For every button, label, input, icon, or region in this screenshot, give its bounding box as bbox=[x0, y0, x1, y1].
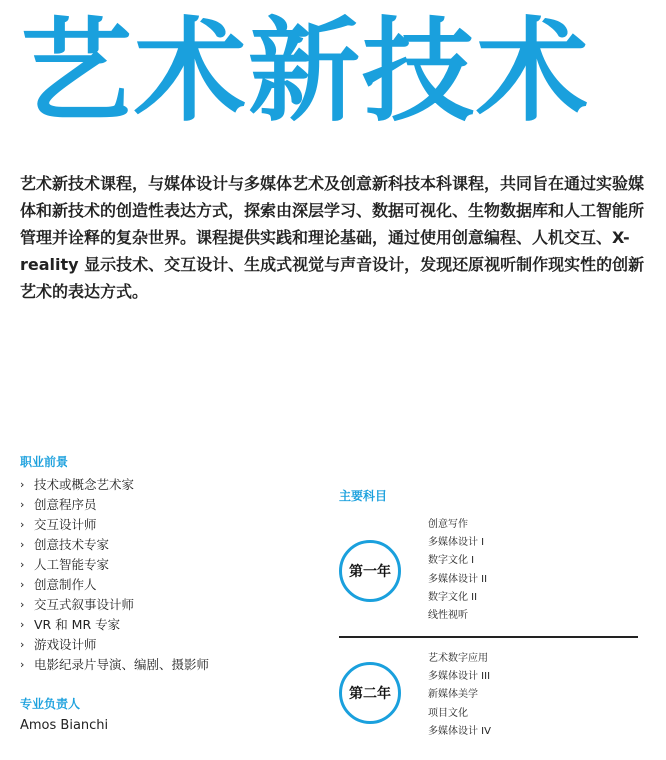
list-item: 数字文化 I bbox=[428, 555, 475, 567]
list-item: › 人工智能专家 bbox=[20, 555, 310, 575]
list-item: 线性视听 bbox=[428, 609, 468, 621]
list-item: › 游戏设计师 bbox=[20, 635, 310, 655]
year-divider bbox=[339, 636, 638, 638]
careers-section bbox=[20, 455, 310, 675]
list-item: 项目文化 bbox=[428, 707, 468, 719]
chevron-right-icon: › bbox=[20, 638, 25, 651]
chevron-right-icon: › bbox=[20, 538, 25, 551]
director-name: Amos Bianchi bbox=[20, 718, 109, 733]
list-item: 多媒体设计 II bbox=[428, 573, 488, 585]
list-item: › 创意程序员 bbox=[20, 495, 310, 515]
list-item: 数字文化 II bbox=[428, 591, 478, 603]
year-two-badge: 第二年 bbox=[339, 662, 401, 724]
chevron-right-icon: › bbox=[20, 658, 25, 671]
list-item: 创意写作 bbox=[428, 519, 468, 530]
careers-list bbox=[20, 475, 310, 675]
year-two-courses bbox=[428, 650, 491, 741]
chevron-right-icon: › bbox=[20, 498, 25, 511]
intro-paragraph: 艺术新技术课程，与媒体设计与多媒体艺术及创意新科技本科课程，共同旨在通过实验媒体和新技术的创造性表达方式，探索由深层学习、数据可视化、生物数据库和人工智能所管理并诠释的复杂世界。课程提供实践和理论基础，通过使用创意编程、人机交互、X-reality 显示技术、交互设计、生成式视觉与声音设计，发现还原视听制作现实性的创新艺术的表达方式。 bbox=[20, 174, 645, 301]
list-item: › 交互式叙事设计师 bbox=[20, 595, 310, 615]
chevron-right-icon: › bbox=[20, 618, 25, 631]
chevron-right-icon: › bbox=[20, 598, 25, 611]
chevron-right-icon: › bbox=[20, 478, 25, 491]
chevron-right-icon: › bbox=[20, 558, 25, 571]
careers-heading: 职业前景 bbox=[20, 455, 69, 469]
list-item: 新媒体美学 bbox=[428, 689, 478, 701]
list-item: › 电影纪录片导演、编剧、摄影师 bbox=[20, 655, 310, 675]
chevron-right-icon: › bbox=[20, 518, 25, 531]
list-item: 多媒体设计 IV bbox=[428, 725, 491, 737]
list-item: 多媒体设计 I bbox=[428, 537, 485, 549]
list-item: › 交互设计师 bbox=[20, 515, 310, 535]
director-heading: 专业负责人 bbox=[20, 697, 81, 711]
list-item: › VR 和 MR 专家 bbox=[20, 615, 310, 635]
year-one-courses bbox=[428, 516, 487, 625]
list-item: › 技术或概念艺术家 bbox=[20, 475, 310, 495]
year-one-badge: 第一年 bbox=[339, 540, 401, 602]
list-item: 多媒体设计 III bbox=[428, 671, 491, 683]
page-title: 艺术新技术 bbox=[20, 7, 590, 137]
list-item: 艺术数字应用 bbox=[428, 653, 488, 664]
director-section bbox=[20, 697, 108, 733]
list-item: › 创意制作人 bbox=[20, 575, 310, 595]
chevron-right-icon: › bbox=[20, 578, 25, 591]
subjects-heading: 主要科目 bbox=[339, 489, 388, 503]
list-item: › 创意技术专家 bbox=[20, 535, 310, 555]
